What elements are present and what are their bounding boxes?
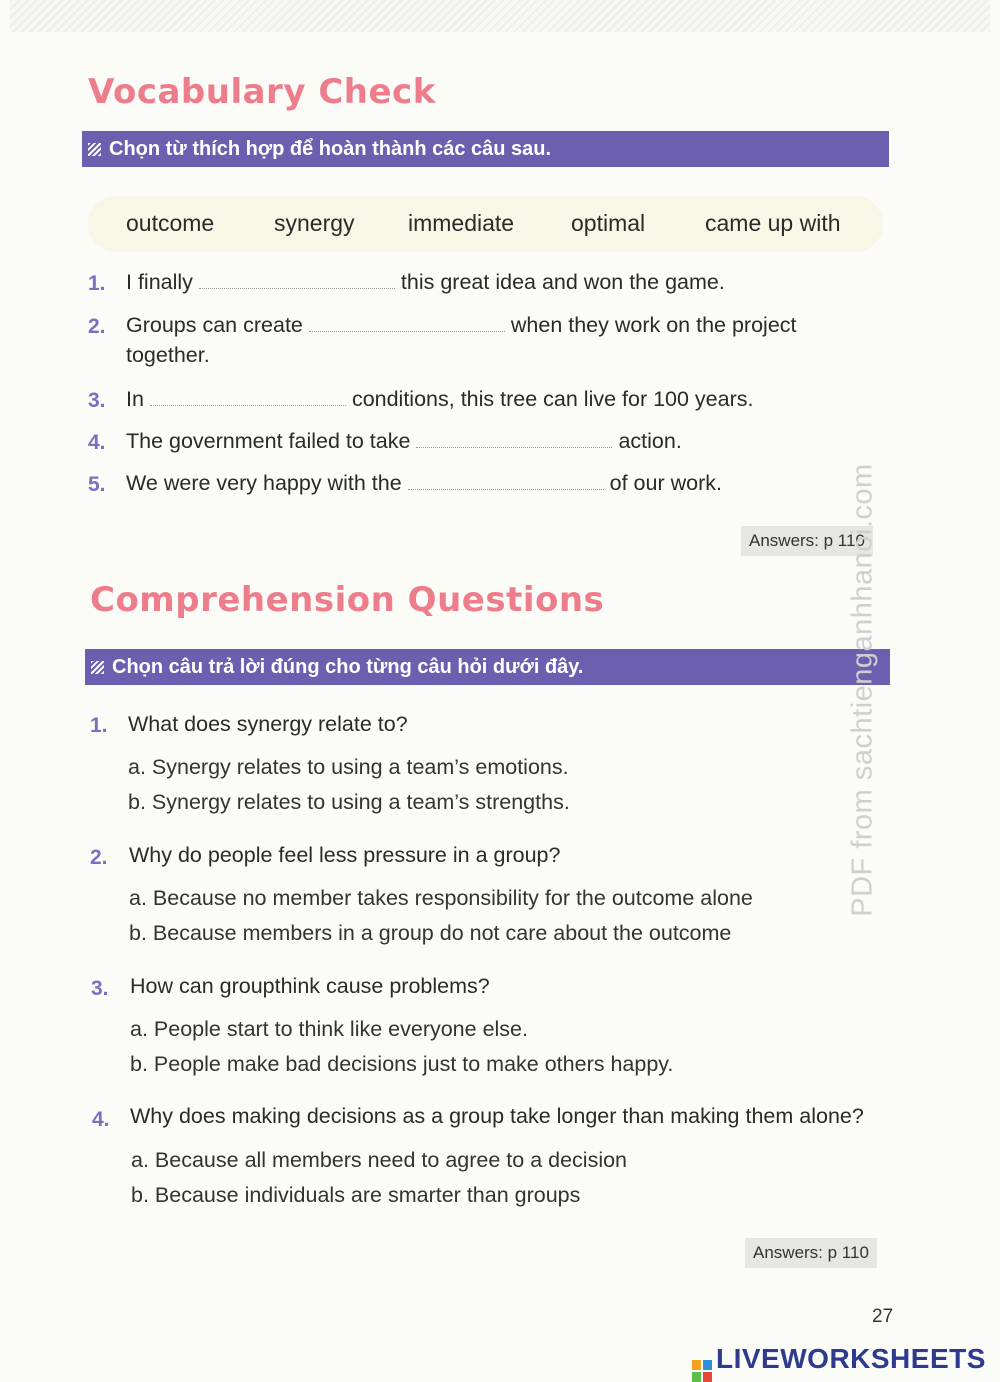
option-text: Because members in a group do not care about the outcome	[152, 921, 732, 945]
option-letter: a.	[131, 1148, 149, 1172]
vocab-instruction: Chọn từ thích hợp để hoàn thành các câu sau.	[109, 138, 552, 160]
word-bank-item: immediate	[408, 210, 515, 236]
word-bank-item: outcome	[126, 210, 215, 236]
sentence-start: Groups can create	[126, 313, 303, 337]
question-text: Why do people feel less pressure in a group?	[129, 843, 561, 867]
item-number: 3.	[88, 389, 106, 412]
option-letter: b.	[130, 1052, 148, 1076]
question-number: 1.	[90, 714, 108, 737]
word-bank-item: came up with	[705, 210, 841, 236]
option-text: People make bad decisions just to make others happy.	[153, 1052, 674, 1076]
stripe-icon	[91, 661, 104, 674]
sentence-start: I finally	[126, 270, 193, 294]
option-a[interactable]	[130, 1017, 528, 1042]
watermark: PDF from sachtienganhhanoi.com	[846, 463, 879, 917]
page-top-edge	[10, 0, 990, 32]
vocab-title: Vocabulary Check	[88, 72, 436, 112]
option-text: Because individuals are smarter than groups	[154, 1183, 581, 1207]
vocab-sentence-3	[126, 383, 753, 415]
item-number: 1.	[88, 272, 106, 295]
vocab-instruction-banner	[82, 131, 889, 167]
question-number: 3.	[91, 977, 109, 1000]
option-letter: b.	[129, 921, 147, 945]
question-text: Why does making decisions as a group take longer than making them alone?	[130, 1104, 864, 1128]
comp-answers-ref: Answers: p 110	[745, 1238, 877, 1268]
sentence-start: We were very happy with the	[126, 471, 402, 495]
answer-blank[interactable]	[199, 266, 395, 289]
vocab-sentence-1	[126, 266, 725, 298]
answer-blank[interactable]	[416, 425, 612, 448]
liveworksheets-logo[interactable]	[692, 1343, 986, 1382]
stripe-icon	[88, 143, 101, 156]
word-bank-item: synergy	[274, 210, 355, 236]
option-b[interactable]	[129, 921, 731, 946]
sentence-end: this great idea and won the game.	[400, 270, 725, 294]
option-b[interactable]	[128, 790, 570, 815]
option-text: Synergy relates to using a team’s emotions.	[151, 755, 569, 779]
logo-text: LIVEWORKSHEETS	[716, 1343, 986, 1374]
option-letter: b.	[128, 790, 146, 814]
item-number: 4.	[88, 431, 106, 454]
question-number: 4.	[92, 1108, 110, 1131]
option-a[interactable]	[128, 755, 569, 780]
sentence-end: when they work on the project	[510, 313, 797, 337]
option-a[interactable]	[129, 886, 753, 911]
sentence-end: conditions, this tree can live for 100 years.	[351, 387, 754, 411]
word-bank-item: optimal	[571, 210, 646, 236]
option-text: Because no member takes responsibility for the outcome alone	[152, 886, 753, 910]
vocab-sentence-5	[126, 467, 722, 499]
sentence-continuation: together.	[126, 343, 210, 367]
liveworksheets-icon	[692, 1360, 712, 1382]
option-letter: b.	[131, 1183, 149, 1207]
question-text: What does synergy relate to?	[128, 712, 408, 736]
option-text: Because all members need to agree to a decision	[154, 1148, 628, 1172]
option-letter: a.	[130, 1017, 148, 1041]
answer-blank[interactable]	[150, 383, 346, 406]
question-number: 2.	[90, 846, 108, 869]
comp-title: Comprehension Questions	[90, 580, 605, 620]
answer-blank[interactable]	[408, 467, 604, 490]
item-number: 2.	[88, 315, 106, 338]
option-letter: a.	[128, 755, 146, 779]
sentence-end: action.	[618, 429, 682, 453]
vocab-answers-ref: Answers: p 110	[741, 526, 873, 556]
vocab-sentence-4	[126, 425, 682, 457]
option-letter: a.	[129, 886, 147, 910]
sentence-start: The government failed to take	[126, 429, 411, 453]
comp-instruction-banner	[85, 649, 890, 685]
option-b[interactable]	[130, 1052, 673, 1077]
question-text: How can groupthink cause problems?	[130, 974, 490, 998]
option-text: People start to think like everyone else.	[153, 1017, 528, 1041]
answer-blank[interactable]	[309, 309, 505, 332]
item-number: 5.	[88, 473, 106, 496]
comp-instruction: Chọn câu trả lời đúng cho từng câu hỏi dưới đây.	[112, 656, 584, 678]
sentence-start: In	[126, 387, 144, 411]
option-text: Synergy relates to using a team’s strengths.	[151, 790, 570, 814]
option-a[interactable]	[131, 1148, 627, 1173]
option-b[interactable]	[131, 1183, 580, 1208]
vocab-sentence-2	[126, 309, 797, 341]
page-number: 27	[872, 1306, 894, 1327]
sentence-end: of our work.	[609, 471, 722, 495]
